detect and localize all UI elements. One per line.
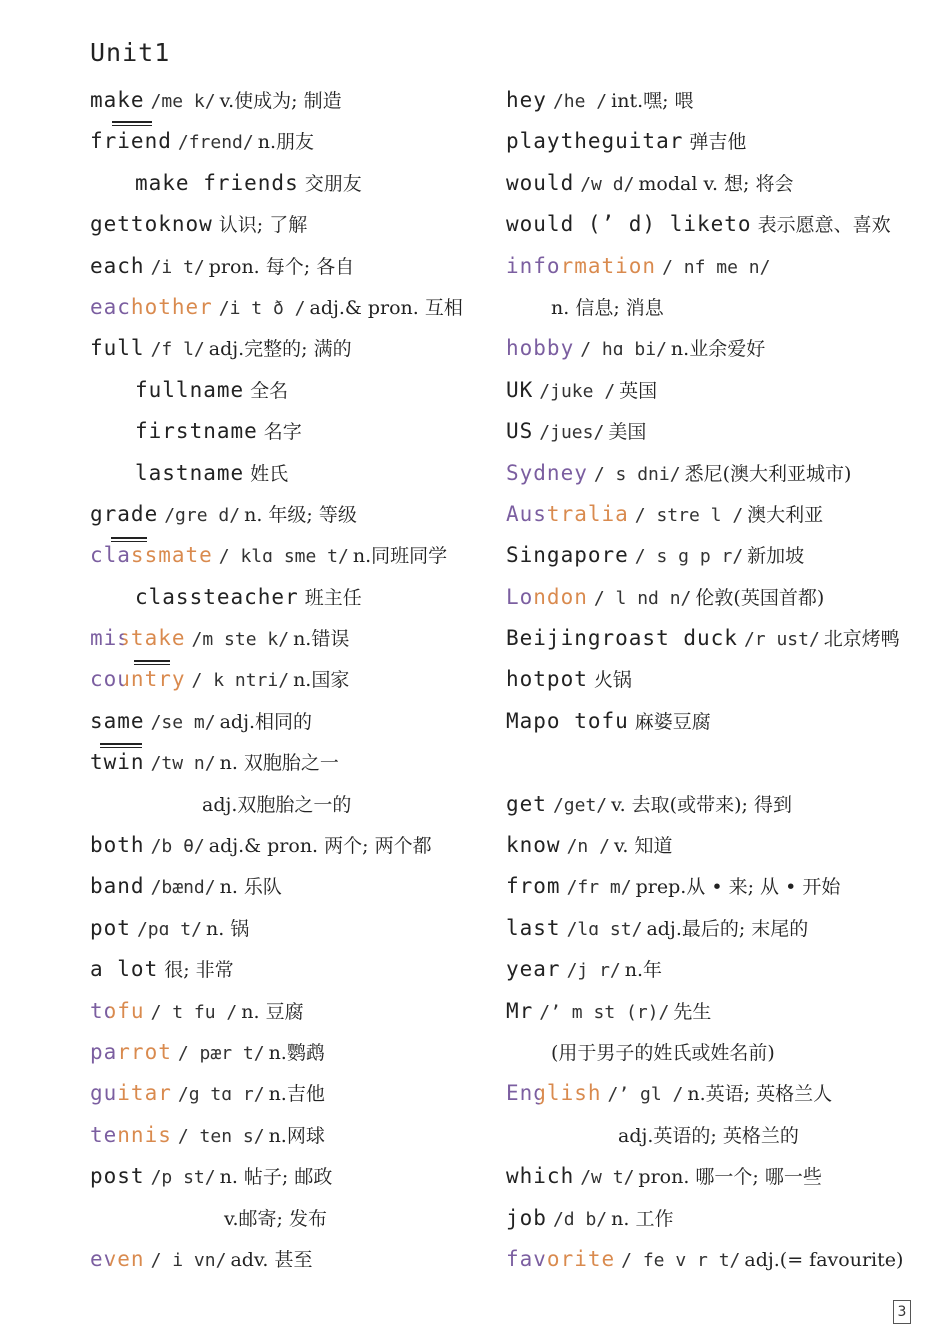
entry-word: guitar xyxy=(90,1081,172,1106)
entry-phonetic: / klɑ sme t/ xyxy=(218,546,349,568)
vocab-sense-twin-adj xyxy=(90,784,490,825)
vocab-entry-london xyxy=(506,577,926,618)
vocab-entry-job xyxy=(506,1198,926,1239)
entry-word: from xyxy=(506,874,561,899)
vocab-phrase-firstname xyxy=(90,411,490,452)
entry-phonetic: /fr m/ xyxy=(566,877,632,899)
vocab-sense-english-adj xyxy=(506,1115,926,1156)
vocab-entry-mapo-tofu xyxy=(506,701,926,742)
entry-meaning: n.网球 xyxy=(268,1124,325,1147)
entry-phonetic: / l nd n/ xyxy=(593,587,692,609)
vocab-entry-hobby xyxy=(506,328,926,369)
entry-phonetic: / k ntri/ xyxy=(191,670,290,692)
entry-word: tennis xyxy=(90,1122,172,1147)
entry-meaning: n. 豆腐 xyxy=(241,1000,304,1023)
entry-word: parrot xyxy=(90,1039,172,1064)
entry-phonetic: / t fu / xyxy=(150,1001,238,1023)
entry-word: would xyxy=(506,170,575,195)
vocab-sense-post-verb xyxy=(90,1198,490,1239)
entry-meaning: n. 年级; 等级 xyxy=(244,503,357,526)
entry-word: information xyxy=(506,253,657,278)
vocab-entry-singapore xyxy=(506,535,926,576)
entry-meaning: pron. 哪一个; 哪一些 xyxy=(638,1166,822,1189)
entry-phonetic: /w t/ xyxy=(580,1167,635,1189)
entry-word: which xyxy=(506,1164,575,1189)
vocab-entry-sydney xyxy=(506,453,926,494)
vocab-entry-mr xyxy=(506,991,926,1032)
entry-phonetic: /i t ð / xyxy=(218,297,306,319)
entry-word: job xyxy=(506,1205,547,1230)
vocab-entry-beijing-roast-duck xyxy=(506,618,926,659)
entry-word: gettoknow xyxy=(90,212,213,237)
vocab-entry-make xyxy=(90,80,490,121)
entry-word: playtheguitar xyxy=(506,129,684,154)
entry-word: Beijingroast duck xyxy=(506,626,738,651)
vocab-sense-information xyxy=(506,287,926,328)
vocab-entry-tennis xyxy=(90,1115,490,1156)
entry-phonetic: /lɑ st/ xyxy=(566,918,643,940)
entry-word: each xyxy=(90,253,145,278)
vocab-entry-band xyxy=(90,866,490,907)
entry-meaning: 伦敦(英国首都) xyxy=(695,586,825,609)
entry-word: Mr xyxy=(506,998,534,1023)
entry-word: favorite xyxy=(506,1246,616,1271)
entry-word: classteacher xyxy=(135,584,299,609)
entry-word: both xyxy=(90,833,145,858)
entry-phonetic: /bænd/ xyxy=(150,877,216,899)
vocab-entry-uk xyxy=(506,370,926,411)
entry-meaning: n. 信息; 消息 xyxy=(551,296,664,319)
vocab-entry-mistake xyxy=(90,618,490,659)
entry-meaning: 班主任 xyxy=(304,586,362,609)
vocab-entry-would xyxy=(506,163,926,204)
vocab-phrase-classteacher xyxy=(90,577,490,618)
entry-word: get xyxy=(506,791,547,816)
entry-phonetic: /f l/ xyxy=(150,339,205,361)
entry-meaning: 北京烤鸭 xyxy=(823,628,900,651)
vocab-sense-mr-note xyxy=(506,1032,926,1073)
entry-meaning: 美国 xyxy=(608,421,647,444)
entry-meaning: 交朋友 xyxy=(304,172,362,195)
entry-meaning: n. 工作 xyxy=(611,1207,674,1230)
entry-phonetic: / s dni/ xyxy=(593,463,681,485)
vocab-entry-same xyxy=(90,701,490,742)
entry-meaning: prep.从 • 来; 从 • 开始 xyxy=(635,876,841,899)
entry-phonetic: /m ste k/ xyxy=(191,629,290,651)
entry-meaning: 新加坡 xyxy=(747,545,805,568)
double-underline xyxy=(134,660,170,665)
vocab-entry-last xyxy=(506,908,926,949)
entry-phonetic: /w d/ xyxy=(580,173,635,195)
vocab-entry-gettoknow xyxy=(90,204,490,245)
entry-word: twin xyxy=(90,750,145,775)
entry-phonetic: /frend/ xyxy=(177,132,254,154)
vocab-entry-hey xyxy=(506,80,926,121)
entry-phonetic: / s g p r/ xyxy=(634,546,744,568)
vocab-entry-which xyxy=(506,1156,926,1197)
entry-word: year xyxy=(506,957,561,982)
entry-meaning: 火锅 xyxy=(593,669,632,692)
vocab-entry-classmate xyxy=(90,535,490,576)
vocab-entry-favorite xyxy=(506,1239,926,1280)
vocab-entry-get xyxy=(506,784,926,825)
entry-phonetic: /g tɑ r/ xyxy=(177,1084,265,1106)
vocab-entry-hotpot xyxy=(506,659,926,700)
double-underline xyxy=(112,121,152,126)
entry-word: English xyxy=(506,1081,602,1106)
entry-phonetic: /he / xyxy=(552,91,608,112)
vocab-entry-australia xyxy=(506,494,926,535)
vocab-entry-guitar xyxy=(90,1073,490,1114)
entry-phonetic: /get/ xyxy=(552,794,608,816)
vocab-entry-even xyxy=(90,1239,490,1280)
entry-meaning: 弹吉他 xyxy=(689,131,747,154)
vocab-entry-know xyxy=(506,825,926,866)
vocab-entry-eachother xyxy=(90,287,490,328)
vocab-entry-year xyxy=(506,949,926,990)
entry-phonetic: /d b/ xyxy=(552,1208,608,1230)
entry-phonetic: /j r/ xyxy=(566,960,621,982)
vocab-entry-parrot xyxy=(90,1032,490,1073)
entry-meaning: n.吉他 xyxy=(268,1083,325,1106)
entry-meaning: 先生 xyxy=(673,1000,712,1023)
entry-word: tofu xyxy=(90,998,145,1023)
entry-word: a lot xyxy=(90,957,159,982)
entry-word: band xyxy=(90,874,145,899)
blank-row xyxy=(506,742,926,783)
entry-phonetic: /juke / xyxy=(539,380,616,402)
entry-phonetic: /me k/ xyxy=(150,91,216,112)
entry-word: classmate xyxy=(90,543,213,568)
entry-meaning: 很; 非常 xyxy=(164,959,234,982)
entry-meaning: 英国 xyxy=(619,379,658,402)
entry-meaning: modal v. 想; 将会 xyxy=(638,172,794,195)
entry-meaning: n.业余爱好 xyxy=(670,338,766,361)
vocab-entry-twin xyxy=(90,742,490,783)
entry-meaning: n.英语; 英格兰人 xyxy=(687,1083,833,1106)
vocab-entry-friend xyxy=(90,121,490,162)
entry-phonetic: / pær t/ xyxy=(177,1042,265,1064)
entry-word: fullname xyxy=(135,377,245,402)
entry-meaning: 名字 xyxy=(263,421,302,444)
entry-word: same xyxy=(90,708,145,733)
left-column xyxy=(90,80,490,1280)
vocab-entry-full xyxy=(90,328,490,369)
entry-word: hey xyxy=(506,88,547,112)
entry-phonetic: / nf me n/ xyxy=(662,256,771,278)
vocab-entry-each xyxy=(90,246,490,287)
entry-meaning: n. 乐队 xyxy=(219,876,282,899)
entry-phonetic: /pɑ t/ xyxy=(136,918,202,940)
entry-meaning: n.国家 xyxy=(293,669,350,692)
entry-word: London xyxy=(506,584,588,609)
vocab-entry-grade xyxy=(90,494,490,535)
entry-meaning: int.嘿; 喂 xyxy=(611,90,694,112)
entry-meaning: 认识; 了解 xyxy=(218,214,308,237)
entry-phonetic: /’ m st (r)/ xyxy=(539,1001,670,1023)
entry-meaning: v.邮寄; 发布 xyxy=(224,1207,327,1230)
entry-meaning: n.错误 xyxy=(293,628,350,651)
entry-word: make xyxy=(90,88,145,112)
entry-word: last xyxy=(506,915,561,940)
entry-meaning: 麻婆豆腐 xyxy=(634,710,711,733)
entry-meaning: 悉尼(澳大利亚城市) xyxy=(684,462,852,485)
entry-meaning: v. 去取(或带来); 得到 xyxy=(611,793,792,816)
entry-meaning: adj.相同的 xyxy=(219,710,313,733)
entry-word: country xyxy=(90,667,186,692)
entry-meaning: (用于男子的姓氏或姓名前) xyxy=(551,1041,775,1064)
page-number: 3 xyxy=(893,1300,911,1324)
vocab-entry-english xyxy=(506,1073,926,1114)
vocab-entry-us xyxy=(506,411,926,452)
entry-meaning: 姓氏 xyxy=(250,462,289,485)
entry-word: mistake xyxy=(90,626,186,651)
entry-phonetic: / i vn/ xyxy=(150,1249,227,1271)
vocab-entry-country xyxy=(90,659,490,700)
vocab-phrase-fullname xyxy=(90,370,490,411)
entry-meaning: n.朋友 xyxy=(257,131,314,154)
entry-word: firstname xyxy=(135,419,258,444)
entry-meaning: 全名 xyxy=(250,379,289,402)
entry-meaning: adv. 甚至 xyxy=(230,1248,313,1271)
entry-meaning: n.年 xyxy=(624,959,663,982)
entry-meaning: v. 知道 xyxy=(613,835,673,858)
entry-word: eachother xyxy=(90,294,213,319)
entry-word: make friends xyxy=(135,170,299,195)
entry-word: Singapore xyxy=(506,543,629,568)
entry-meaning: n. 双胞胎之一 xyxy=(219,752,339,775)
entry-meaning: adj.最后的; 末尾的 xyxy=(646,917,809,940)
entry-word: Australia xyxy=(506,501,629,526)
entry-phonetic: /jues/ xyxy=(539,422,605,444)
entry-phonetic: /’ gl / xyxy=(607,1084,684,1106)
entry-word: UK xyxy=(506,377,534,402)
entry-word: pot xyxy=(90,915,131,940)
entry-word: post xyxy=(90,1164,145,1189)
entry-meaning: adj.(= favourite) xyxy=(744,1248,904,1271)
entry-phonetic: /gre d/ xyxy=(164,504,241,526)
entry-meaning: adj.双胞胎之一的 xyxy=(202,793,352,816)
vocab-entry-information xyxy=(506,246,926,287)
entry-meaning: pron. 每个; 各自 xyxy=(208,255,355,278)
vocab-entry-pot xyxy=(90,908,490,949)
entry-meaning: n.同班同学 xyxy=(352,545,448,568)
entry-meaning: n. 锅 xyxy=(205,917,250,940)
vocab-entry-would-like-to xyxy=(506,204,926,245)
entry-phonetic: /b θ/ xyxy=(150,836,205,858)
entry-word: full xyxy=(90,336,145,361)
entry-phonetic: / hɑ bi/ xyxy=(580,339,667,361)
entry-word: would (’ d) liketo xyxy=(506,212,752,237)
entry-word: Mapo tofu xyxy=(506,708,629,733)
entry-meaning: adj.& pron. 互相 xyxy=(309,296,463,319)
unit-title: Unit1 xyxy=(90,38,171,67)
entry-word: know xyxy=(506,833,561,858)
entry-meaning: 表示愿意、喜欢 xyxy=(757,214,891,237)
entry-word: Sydney xyxy=(506,460,588,485)
right-column xyxy=(506,80,926,1280)
entry-word: hotpot xyxy=(506,667,588,692)
vocab-phrase-make-friends xyxy=(90,163,490,204)
entry-phonetic: /p st/ xyxy=(150,1167,216,1189)
entry-phonetic: /r ust/ xyxy=(743,629,820,651)
entry-phonetic: / ten s/ xyxy=(177,1125,265,1147)
entry-phonetic: /n / xyxy=(566,836,610,858)
entry-meaning: n. 帖子; 邮政 xyxy=(219,1166,333,1189)
double-underline xyxy=(100,743,142,748)
entry-phonetic: /i t/ xyxy=(150,256,205,278)
entry-meaning: n.鹦鹉 xyxy=(268,1041,325,1064)
entry-word: hobby xyxy=(506,336,575,361)
entry-phonetic: / stre l / xyxy=(634,504,744,526)
entry-word: lastname xyxy=(135,460,245,485)
vocab-entry-post xyxy=(90,1156,490,1197)
vocab-entry-from xyxy=(506,866,926,907)
entry-meaning: v.使成为; 制造 xyxy=(219,90,342,112)
entry-word: US xyxy=(506,419,534,444)
entry-phonetic: / fe v r t/ xyxy=(621,1249,741,1271)
entry-phonetic: /tw n/ xyxy=(150,753,216,775)
entry-phonetic: /se m/ xyxy=(150,711,216,733)
entry-meaning: adj.完整的; 满的 xyxy=(208,338,352,361)
vocab-entry-a-lot xyxy=(90,949,490,990)
vocab-entry-both xyxy=(90,825,490,866)
entry-meaning: adj.英语的; 英格兰的 xyxy=(618,1124,799,1147)
double-underline xyxy=(111,537,147,542)
entry-word: grade xyxy=(90,501,159,526)
entry-meaning: 澳大利亚 xyxy=(747,503,824,526)
vocab-phrase-lastname xyxy=(90,453,490,494)
vocab-entry-tofu xyxy=(90,991,490,1032)
entry-word: friend xyxy=(90,129,172,154)
entry-meaning: adj.& pron. 两个; 两个都 xyxy=(208,835,432,858)
entry-word: even xyxy=(90,1246,145,1271)
vocab-entry-playtheguitar xyxy=(506,121,926,162)
